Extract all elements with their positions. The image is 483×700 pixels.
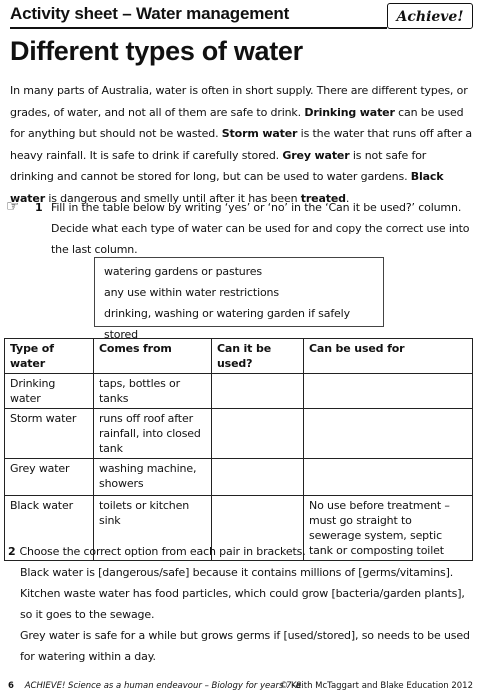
use-option: drinking, washing or watering garden if safely stored (104, 307, 350, 341)
table-row (5, 459, 473, 496)
intro-bold-term: Storm water (221, 127, 298, 140)
cell-used-for: No use before treatment – must go straight to sewerage system, septic tank or composting toilet (304, 496, 473, 561)
use-options-box (94, 257, 384, 341)
cell-comes-from: taps, bottles or tanks (94, 374, 212, 409)
table-row (5, 374, 473, 409)
question-2-item[interactable]: Grey water is safe for a while but grows germs if [used/stored], so needs to be used for watering within a day. (20, 629, 470, 663)
column-header-type: Type of water (5, 339, 94, 374)
cell-can-be-used[interactable] (212, 459, 304, 496)
cell-used-for[interactable] (304, 459, 473, 496)
intro-bold-term: Grey water (282, 148, 350, 162)
intro-text: can be used for anything but should not be wasted. (10, 105, 464, 140)
intro-text: . (345, 191, 350, 205)
question-2-prompt (8, 541, 473, 562)
column-header-can-be-used: Can it be used? (212, 339, 304, 374)
cell-used-for[interactable] (304, 409, 473, 459)
achieve-badge: Achieve! (387, 3, 473, 29)
intro-text: is not safe for drinking and cannot be stored for long, but can be used to water gardens. (10, 148, 427, 183)
book-title: ACHIEVE! Science as a human endeavour – Biology for years 7–8 (24, 681, 302, 691)
activity-sheet-title: Activity sheet – Water management (10, 4, 290, 23)
water-types-table (4, 338, 473, 561)
cell-type: Black water (5, 496, 94, 561)
page-header (10, 3, 473, 27)
intro-bold-term: Drinking water (304, 105, 395, 119)
column-header-comes-from: Comes from (94, 339, 212, 374)
cell-comes-from: washing machine, showers (94, 459, 212, 496)
cell-type: Grey water (5, 459, 94, 496)
copyright: © Keith McTaggart and Blake Education 2012 (279, 681, 473, 691)
cell-type: Drinking water (5, 374, 94, 409)
use-option: watering gardens or pastures (104, 265, 262, 278)
question-2-number: 2 (8, 545, 16, 558)
question-2-item[interactable]: Kitchen waste water has food particles, which could grow [bacteria/garden plants], so it goes to the sewage. (20, 587, 465, 621)
page-footer (8, 681, 473, 691)
question-2-item[interactable]: Black water is [dangerous/safe] because it contains millions of [germs/vitamins]. (20, 566, 454, 579)
column-header-used-for: Can be used for (304, 339, 473, 374)
table-header-row (5, 339, 473, 374)
intro-paragraph (10, 80, 473, 209)
intro-bold-term: treated (300, 191, 346, 205)
intro-text: is the water that runs off after a heavy rainfall. It is safe to drink if carefully stored. (10, 127, 473, 162)
intro-text: is dangerous and smelly until after it has been (44, 191, 301, 205)
page-number: 6 (8, 681, 14, 691)
pointing-hand-icon: ☞ (6, 197, 20, 215)
cell-type: Storm water (5, 409, 94, 459)
question-1-text: Fill in the table below by writing ‘yes’ or ‘no’ in the ‘Can it be used?’ column. Decide what each type of water can be used for and copy the correct use into the last column. (51, 201, 470, 256)
cell-can-be-used[interactable] (212, 409, 304, 459)
question-2-text: Choose the correct option from each pair in brackets. (19, 545, 306, 558)
cell-can-be-used[interactable] (212, 374, 304, 409)
intro-bold-term: Black water (10, 170, 444, 205)
cell-comes-from: toilets or kitchen sink (94, 496, 212, 561)
question-1-number: 1 (35, 201, 43, 214)
cell-used-for[interactable] (304, 374, 473, 409)
table-row (5, 409, 473, 459)
use-option: any use within water restrictions (104, 286, 279, 299)
question-2 (8, 541, 473, 667)
intro-text: In many parts of Australia, water is often in short supply. There are different types, or grades, of water, and not all of them are safe to drink. (10, 84, 468, 119)
header-rule (10, 27, 387, 29)
page-title: Different types of water (10, 36, 303, 66)
cell-comes-from: runs off roof after rainfall, into closed tank (94, 409, 212, 459)
